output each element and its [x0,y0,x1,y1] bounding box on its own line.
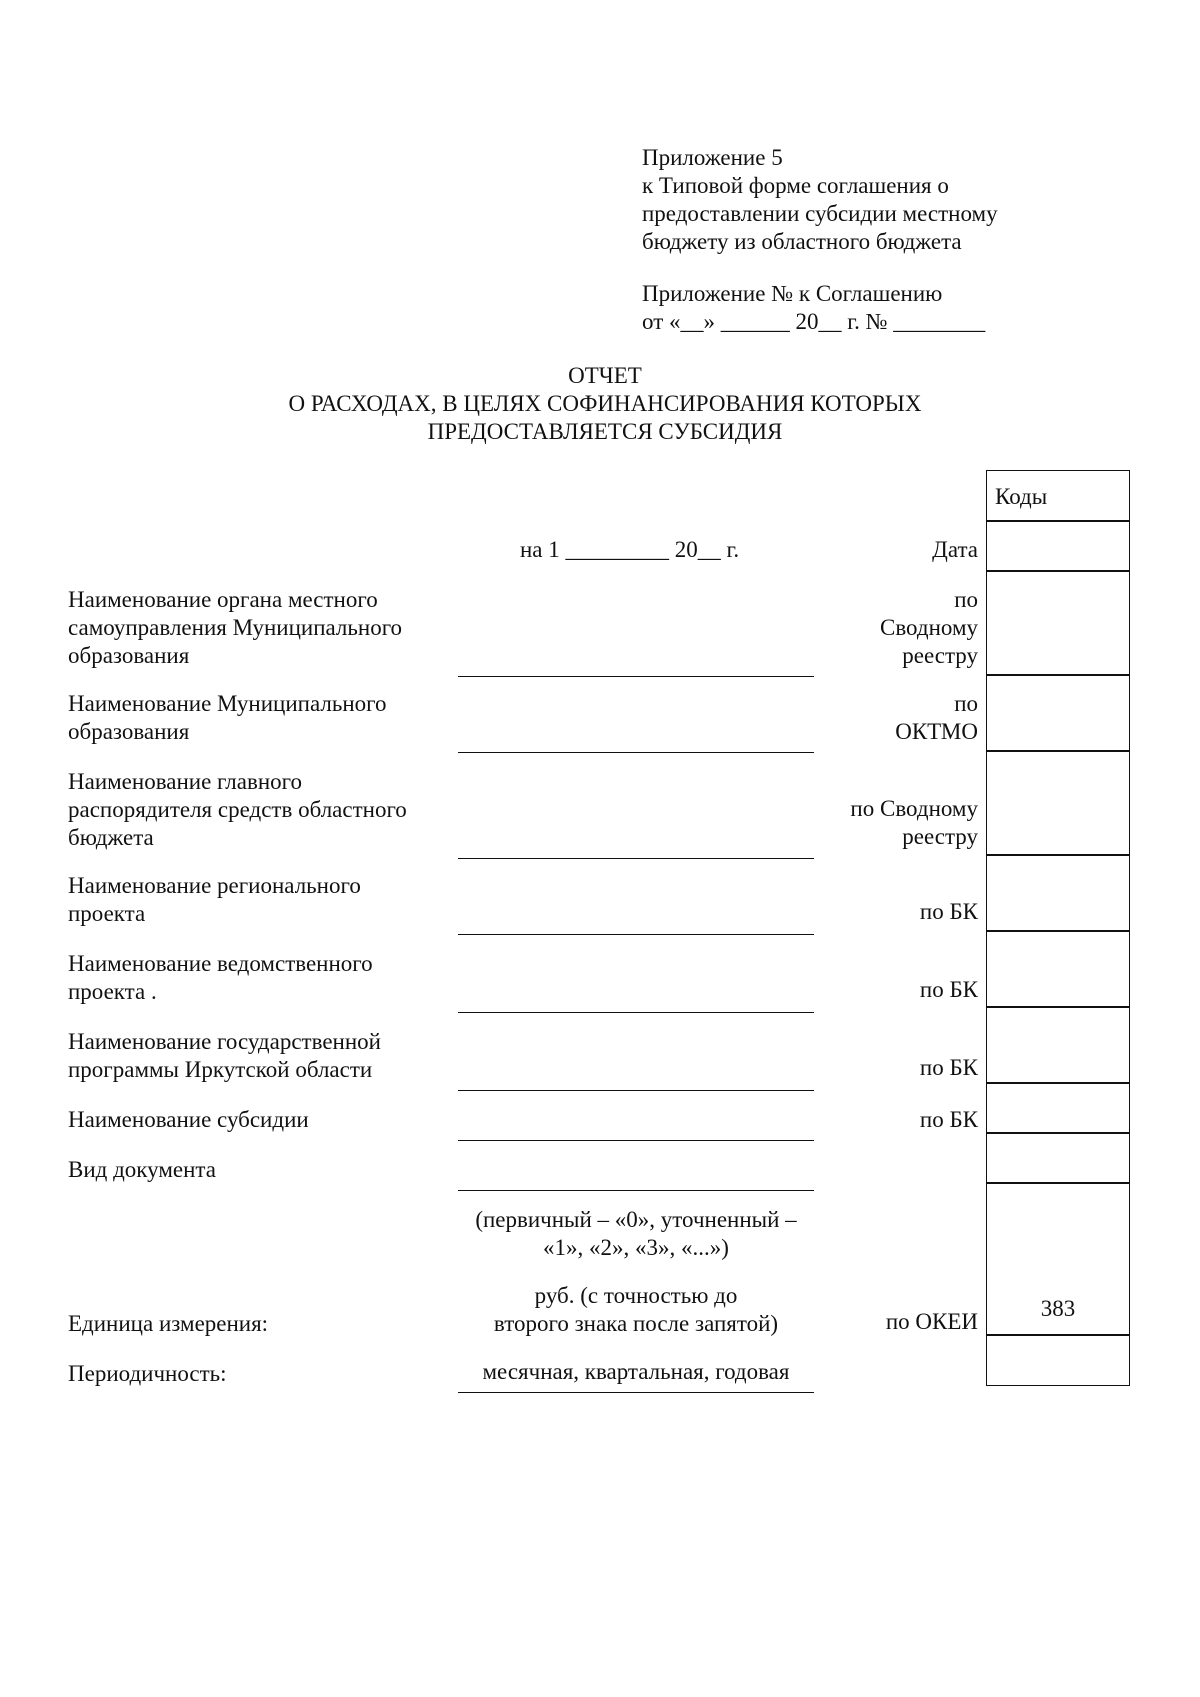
field-input-document-type[interactable] [458,1190,814,1191]
field-input-state-program[interactable] [458,1090,814,1091]
unit-value [458,1282,814,1338]
hint-line: (первичный – «0», уточненный – [475,1207,797,1232]
code-cell-state-program[interactable] [986,1006,1130,1084]
code-cell-date[interactable] [986,520,1130,572]
code-label-line: по [954,691,978,716]
field-code-label-subsidy [920,1106,978,1134]
field-code-label-state-program [920,1054,978,1082]
label-line: Наименование государственной [68,1029,381,1054]
appendix-line: предоставлении субсидии местному [642,201,998,226]
code-label-line: реестру [902,643,978,668]
unit-value-line: руб. (с точностью до [534,1283,738,1308]
date-label: Дата [932,537,978,562]
code-cell-subsidy[interactable] [986,1082,1130,1134]
code-label-line: по Сводному [850,796,978,821]
field-label-chief-administrator [68,768,448,852]
codes-header: Коды [995,484,1048,509]
label-line: Наименование главного [68,769,303,794]
field-code-label-departmental-project [920,976,978,1004]
code-label-line: по БК [919,1055,978,1080]
code-cell-departmental-project[interactable] [986,930,1130,1008]
field-label-local-authority [68,586,448,670]
periodicity-label: Периодичность: [68,1361,227,1386]
code-cell-document-type[interactable] [986,1132,1130,1184]
field-input-municipality[interactable] [458,752,814,753]
code-cell-regional-project[interactable] [986,854,1130,932]
code-label-line: по БК [919,1107,978,1132]
field-code-label-regional-project [920,898,978,926]
appendix-line: к Типовой форме соглашения о [642,173,949,198]
title-line-3: ПРЕДОСТАВЛЯЕТСЯ СУБСИДИЯ [427,419,783,444]
code-label-line: Сводному [879,615,978,640]
label-line: образования [68,719,190,744]
field-label-subsidy [68,1106,448,1134]
appendix-line: Приложение 5 [642,145,783,170]
field-code-label-chief-administrator [850,795,978,851]
field-code-label-local-authority [880,586,978,670]
field-label-document-type [68,1156,448,1184]
label-line: распорядителя средств областного [68,797,407,822]
label-line: Вид документа [68,1157,216,1182]
appendix-header [642,144,998,256]
field-label-municipality [68,690,448,746]
code-label-line: по БК [919,977,978,1002]
agreement-ref-line-2: от «__» ______ 20__ г. № ________ [642,309,986,334]
label-line: Наименование регионального [68,873,361,898]
agreement-reference [642,280,985,336]
title-line-1: ОТЧЕТ [568,363,642,388]
agreement-ref-line-1: Приложение № к Соглашению [642,281,943,306]
code-cell-oktmo[interactable] [986,674,1130,752]
report-date-line[interactable]: на 1 _________ 20__ г. [520,537,740,562]
periodicity-value: месячная, квартальная, годовая [482,1359,790,1384]
field-label-regional-project [68,872,448,928]
unit-label: Единица измерения: [68,1311,269,1336]
label-line: бюджета [68,825,154,850]
codes-header-cell [986,470,1130,522]
unit-value-line: второго знака после запятой) [493,1311,779,1336]
periodicity-underline [458,1392,814,1393]
field-input-departmental-project[interactable] [458,1012,814,1013]
label-line: Наименование Муниципального [68,691,387,716]
label-line: Наименование ведомственного [68,951,373,976]
document-type-hint [458,1206,814,1262]
label-line: проекта [68,901,146,926]
code-label-line: по [954,587,978,612]
field-input-local-authority[interactable] [458,676,814,677]
title-line-2: О РАСХОДАХ, В ЦЕЛЯХ СОФИНАНСИРОВАНИЯ КОТОРЫХ [288,391,922,416]
label-line: проекта . [68,979,157,1004]
label-line: самоуправления Муниципального [68,615,403,640]
field-label-state-program [68,1028,448,1084]
code-label-line: реестру [902,824,978,849]
field-input-regional-project[interactable] [458,934,814,935]
label-line: программы Иркутской области [68,1057,373,1082]
hint-line: «1», «2», «3», «...») [543,1235,729,1260]
label-line: образования [68,643,190,668]
label-line: Наименование субсидии [68,1107,309,1132]
field-input-chief-administrator[interactable] [458,858,814,859]
code-cell-chief-administrator[interactable] [986,750,1130,856]
okei-code: 383 [1040,1296,1076,1321]
field-label-departmental-project [68,950,448,1006]
label-line: Наименование органа местного [68,587,378,612]
code-cell-local-authority[interactable] [986,570,1130,676]
code-cell-okei[interactable] [986,1182,1130,1336]
report-title [0,362,1200,446]
code-label-line: ОКТМО [895,719,978,744]
code-label-line: по БК [919,899,978,924]
field-code-label-municipality [895,690,978,746]
appendix-line: бюджету из областного бюджета [642,229,962,254]
okei-label: по ОКЕИ [885,1309,978,1334]
field-input-subsidy[interactable] [458,1140,814,1141]
code-cell-periodicity[interactable] [986,1334,1130,1386]
